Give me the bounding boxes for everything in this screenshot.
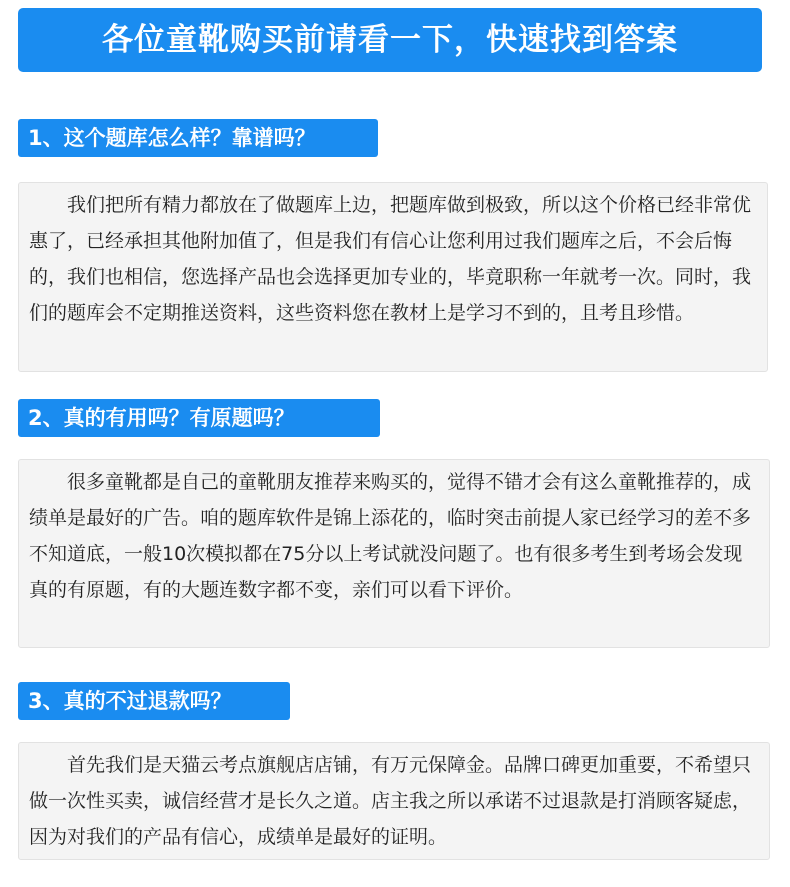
page-banner-title: 各位童靴购买前请看一下，快速找到答案 xyxy=(18,8,762,72)
faq-answer-3-text: 首先我们是天猫云考点旗舰店店铺，有万元保障金。品牌口碑更加重要，不希望只做一次性买卖，诚信经营才是长久之道。店主我之所以承诺不过退款是打消顾客疑虑，因为对我们的产品有信心，成绩单是最好的证明。 xyxy=(29,754,752,848)
faq-answer-3 xyxy=(18,742,770,860)
faq-question-1: 1、这个题库怎么样？靠谱吗？ xyxy=(18,119,378,157)
faq-question-3: 3、真的不过退款吗？ xyxy=(18,682,290,720)
faq-answer-1-text: 我们把所有精力都放在了做题库上边，把题库做到极致，所以这个价格已经非常优惠了，已经承担其他附加值了，但是我们有信心让您利用过我们题库之后，不会后悔的，我们也相信，您选择产品也会选择更加专业的，毕竟职称一年就考一次。同时，我们的题库会不定期推送资料，这些资料您在教材上是学习不到的，且考且珍惜。 xyxy=(29,194,752,324)
faq-answer-2-text: 很多童靴都是自己的童靴朋友推荐来购买的，觉得不错才会有这么童靴推荐的，成绩单是最好的广告。咱的题库软件是锦上添花的，临时突击前提人家已经学习的差不多不知道底，一般10次模拟都在75分以上考试就没问题了。也有很多考生到考场会发现真的有原题，有的大题连数字都不变，亲们可以看下评价。 xyxy=(29,471,752,601)
faq-answer-2 xyxy=(18,459,770,648)
faq-question-2: 2、真的有用吗？有原题吗？ xyxy=(18,399,380,437)
faq-answer-1 xyxy=(18,182,768,372)
